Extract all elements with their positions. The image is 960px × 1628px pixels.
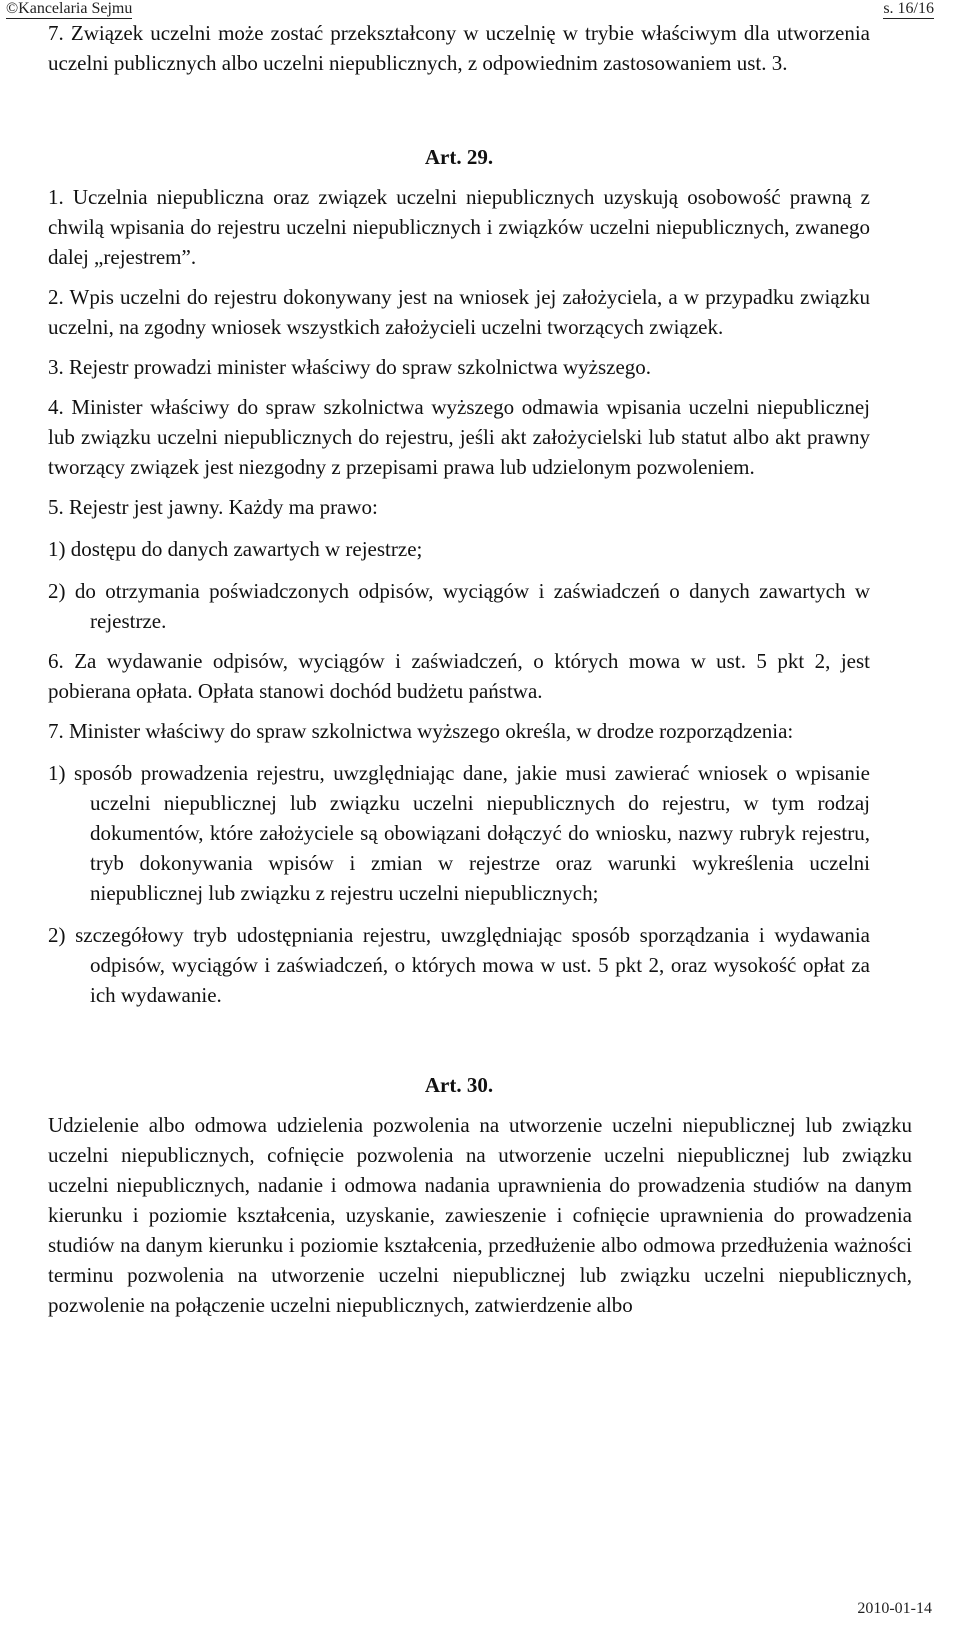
header-copyright: ©Kancelaria Sejmu [6,0,133,17]
art29-paragraph-7: 7. Minister właściwy do spraw szkolnictwa wyższego określa, w drodze rozporządzenia: [48,719,794,743]
art29-paragraph-2: 2. Wpis uczelni do rejestru dokonywany jest na wniosek jej założyciela, a w przypadku związku uczelni, na zgodny wniosek wszystkich założycieli uczelni tworzących związek. [48,285,870,339]
art29-paragraph-6: 6. Za wydawanie odpisów, wyciągów i zaświadczeń, o których mowa w ust. 5 pkt 2, jest pobierana opłata. Opłata stanowi dochód budżetu państwa. [48,649,870,703]
footer-date: 2010-01-14 [857,1600,932,1617]
article-30-title: Art. 30. [424,1073,494,1097]
art29-p7-item-2: 2) szczegółowy tryb udostępniania rejestru, uwzględniając sposób sporządzania i wydawania odpisów, wyciągów i zaświadczeń, o których mowa w ust. 5 pkt 2, oraz wysokość opłat za ich wydawanie. [48,923,870,1007]
art29-paragraph-1: 1. Uczelnia niepubliczna oraz związek uczelni niepublicznych uzyskują osobowość prawną z chwilą wpisania do rejestru uczelni niepublicznych i związków uczelni niepublicznych, zwanego dalej „rejestrem”. [48,185,870,269]
art29-paragraph-5: 5. Rejestr jest jawny. Każdy ma prawo: [48,495,378,519]
article-29-title: Art. 29. [424,145,494,169]
art29-paragraph-3: 3. Rejestr prowadzi minister właściwy do spraw szkolnictwa wyższego. [48,355,652,379]
art30-text: Udzielenie albo odmowa udzielenia pozwolenia na utworzenie uczelni niepublicznej lub związku uczelni niepublicznych, cofnięcie pozwolenia na utworzenie uczelni niepublicznej lub związku uczelni niepublicznych, nadanie i odmowa nadania uprawnienia do prowadzenia studiów na danym kierunku i poziomie kształcenia, uzyskanie, zawieszenie i cofnięcie uprawnienia do prowadzenia studiów na danym kierunku i poziomie kształcenia, przedłużenie albo odmowa przedłużenia ważności terminu pozwolenia na utworzenie uczelni niepublicznej lub związku uczelni niepublicznych, pozwolenie na połączenie uczelni niepublicznych, zatwierdzenie albo [48,1113,912,1317]
art29-paragraph-4: 4. Minister właściwy do spraw szkolnictwa wyższego odmawia wpisania uczelni niepublicznej lub związku uczelni niepublicznych do rejestru, jeśli akt założycielski lub statut albo akt prawny tworzący związek jest niezgodny z przepisami prawa lub udzielonym pozwoleniem. [48,395,870,479]
paragraph-7: 7. Związek uczelni może zostać przekształcony w uczelnię w trybie właściwym dla utworzenia uczelni publicznych albo uczelni niepublicznych, z odpowiednim zastosowaniem ust. 3. [48,21,870,75]
art29-p5-item-1: 1) dostępu do danych zawartych w rejestrze; [48,537,423,561]
document-body [48,18,912,1320]
page-number: s. 16/16 [883,0,934,17]
art29-p5-item-2: 2) do otrzymania poświadczonych odpisów, wyciągów i zaświadczeń o danych zawartych w rejestrze. [48,579,870,633]
art29-p7-item-1: 1) sposób prowadzenia rejestru, uwzględniając dane, jakie musi zawierać wniosek o wpisanie uczelni niepublicznej lub związku uczelni niepublicznych do rejestru, w tym rodzaj dokumentów, które założyciele są obowiązani dołączyć do wniosku, nazwy rubryk rejestru, tryb dokonywania wpisów i zmian w rejestrze oraz warunki wykreślenia uczelni niepublicznej lub związku z rejestru uczelni niepublicznych; [48,761,870,905]
